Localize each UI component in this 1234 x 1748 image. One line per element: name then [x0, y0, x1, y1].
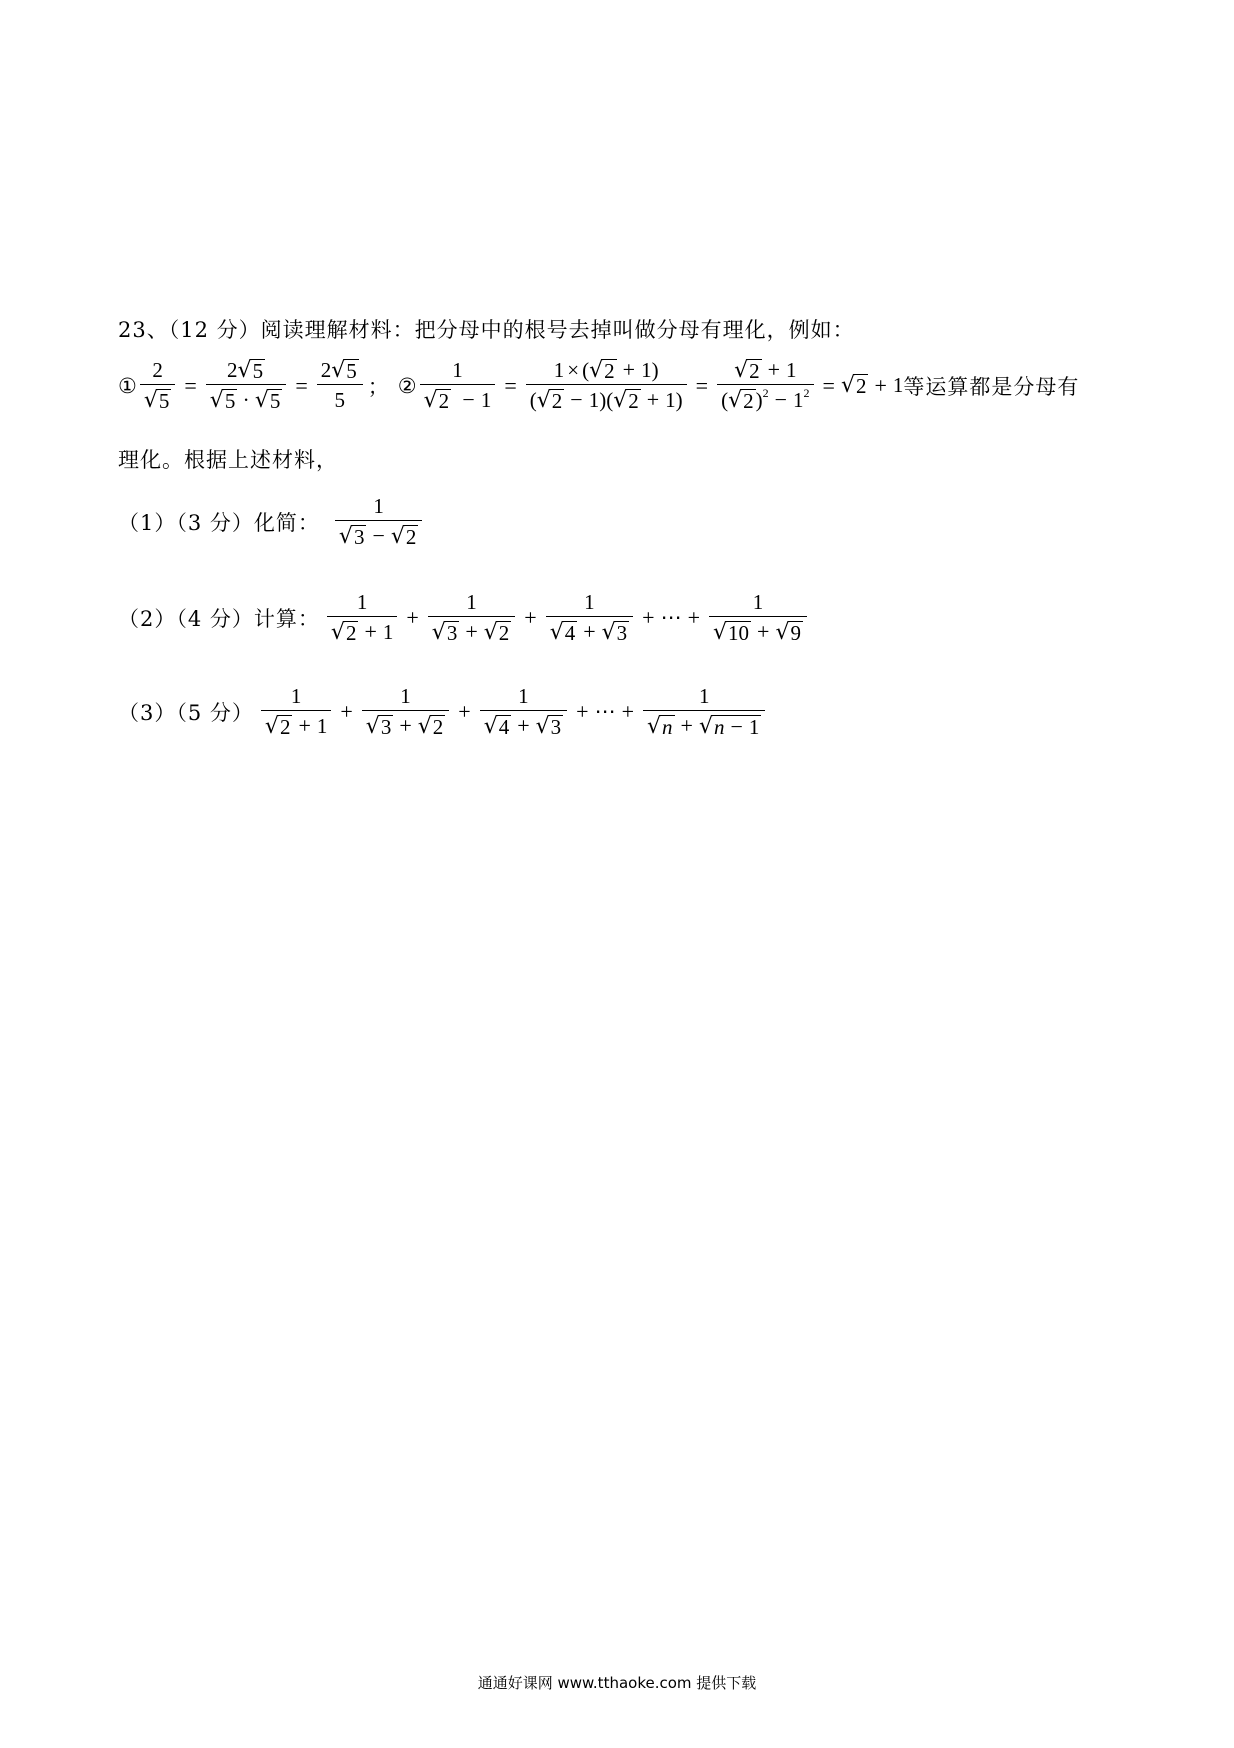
semicolon: ；: [367, 374, 390, 399]
fraction-conjugate-product: [526, 358, 687, 413]
radical-sign: √: [536, 388, 551, 413]
part-2-label: （2）（4 分）计算：: [118, 606, 320, 631]
circled-two: ②: [397, 373, 417, 398]
radical-sign: √: [734, 358, 749, 383]
sqrt-2: [484, 621, 512, 644]
minus-sign: −: [774, 387, 788, 412]
part-1-label: （1）（3 分）化简：: [118, 510, 320, 535]
coef: 2: [227, 358, 238, 382]
radicand: 3: [446, 621, 458, 645]
plus-sign: +: [622, 357, 636, 382]
sqrt-n: [647, 715, 675, 738]
exponent: 2: [762, 386, 769, 400]
sqrt-3: [536, 715, 564, 738]
denominator: [335, 521, 422, 549]
radicand: 2: [345, 621, 357, 645]
paren: ): [675, 388, 683, 412]
equals-sign: =: [184, 372, 197, 398]
plus-sign: +: [465, 619, 478, 644]
sqrt-3: [339, 525, 367, 548]
radicand: 3: [353, 525, 365, 549]
ellipsis: ⋯: [594, 699, 616, 723]
fraction-1-over-sqrt4-plus-sqrt3: [546, 590, 633, 645]
numerator: [730, 358, 800, 384]
radical-sign: √: [417, 714, 432, 739]
term: 1: [786, 358, 797, 382]
sqrt-5: [255, 389, 283, 412]
sqrt-5: [331, 359, 359, 382]
sqrt-9: [775, 621, 803, 644]
radicand: [712, 715, 761, 738]
denominator: [261, 711, 331, 739]
plus-sign: +: [298, 713, 311, 738]
question-header-text: 23、（12 分）阅读理解材料：把分母中的根号去掉叫做分母有理化，例如：: [118, 318, 855, 342]
numerator: 1: [466, 590, 477, 614]
sqrt-5: [238, 359, 266, 382]
circled-one: ①: [118, 373, 137, 398]
radicand: 2: [743, 389, 754, 413]
numerator: 1: [373, 494, 384, 518]
equals-sign: =: [295, 372, 308, 398]
radical-sign: √: [143, 388, 158, 413]
radicand: 5: [224, 389, 236, 413]
term: 1: [316, 714, 328, 738]
plus-sign: +: [340, 698, 353, 724]
radical-sign: √: [728, 388, 743, 413]
sqrt-2: [613, 389, 641, 412]
denominator: 5: [334, 388, 346, 412]
plus-sign: +: [517, 713, 530, 738]
sqrt-2: [734, 359, 762, 382]
radicand: 2: [438, 389, 450, 413]
numerator: 1: [290, 684, 302, 708]
sqrt-4: [484, 715, 512, 738]
numerator: 1: [356, 590, 368, 614]
numerator: 1: [452, 358, 463, 382]
intro-continuation-text: 理化。根据上述材料，: [118, 448, 338, 472]
minus-sign: −: [730, 714, 743, 739]
plus-sign: +: [621, 698, 635, 724]
plus-sign: +: [687, 604, 701, 630]
paren: (: [529, 388, 537, 412]
minus-sign: −: [372, 523, 385, 548]
example-tail-text: 等运算都是分母有: [903, 374, 1080, 399]
plus-sign: +: [399, 713, 412, 738]
radicand: 2: [405, 525, 417, 549]
times-sign: ×: [567, 358, 580, 382]
question-header: [118, 314, 855, 344]
plus-sign: +: [646, 387, 660, 412]
radicand: 5: [252, 359, 264, 383]
numerator: [317, 358, 363, 384]
sqrt-2: [537, 389, 565, 412]
term: 1: [382, 620, 394, 644]
radicand: 9: [790, 621, 801, 645]
radical-sign: √: [549, 620, 564, 645]
term: 1: [892, 373, 904, 397]
denominator: [420, 385, 496, 413]
paren: (: [582, 358, 590, 382]
radical-sign: √: [390, 524, 405, 549]
variable-n: n: [714, 715, 725, 739]
sqrt-4: [550, 621, 578, 644]
fraction-1-over-sqrt2-plus-1: [261, 684, 331, 739]
fraction-2sqrt5-over-5: [317, 358, 363, 413]
radical-sign: √: [423, 388, 438, 413]
plus-sign: +: [458, 698, 471, 724]
radicand: 3: [550, 715, 562, 739]
denominator: [709, 617, 807, 645]
fraction-1-over-sqrt4-plus-sqrt3: [480, 684, 567, 739]
radicand: 10: [728, 621, 750, 645]
coef: 2: [320, 358, 332, 382]
radicand: 2: [432, 715, 444, 739]
radicand: 4: [498, 715, 510, 739]
radical-sign: √: [330, 620, 345, 645]
intro-continuation: [118, 444, 338, 474]
sqrt-n-minus-1: [699, 715, 761, 738]
denominator: [643, 711, 765, 739]
radicand: 5: [269, 389, 281, 413]
term: 1: [480, 388, 492, 412]
radicand: 2: [551, 389, 563, 413]
numerator: 1: [752, 590, 764, 614]
minus-sign: −: [462, 387, 475, 412]
plus-sign: +: [583, 619, 596, 644]
part-1: [118, 494, 425, 549]
fraction-1-over-sqrt3-minus-sqrt2: [335, 494, 422, 549]
numerator: 1: [518, 684, 529, 708]
exponent: 2: [803, 386, 810, 400]
paren: ): [651, 358, 659, 382]
sqrt-3: [602, 621, 630, 644]
plus-sign: +: [757, 619, 770, 644]
paren: (: [721, 388, 729, 412]
radical-sign: √: [209, 388, 224, 413]
radical-sign: √: [775, 620, 790, 645]
ellipsis: ⋯: [660, 605, 682, 629]
dot-operator: ·: [242, 388, 250, 412]
sqrt-10: [713, 621, 751, 644]
radicand: 2: [604, 359, 615, 383]
part-2: [118, 590, 810, 645]
radicand: 3: [616, 621, 628, 645]
radical-sign: √: [601, 620, 616, 645]
sqrt-3: [432, 621, 460, 644]
radical-sign: √: [483, 620, 498, 645]
numerator: 2: [152, 358, 163, 382]
paren: ): [755, 388, 763, 412]
plus-sign: +: [642, 604, 655, 630]
radical-sign: √: [331, 358, 346, 383]
plus-sign: +: [874, 372, 887, 398]
radical-sign: √: [431, 620, 446, 645]
denominator: [480, 711, 567, 739]
numerator: 1: [400, 684, 411, 708]
radicand: 5: [346, 359, 357, 383]
radical-sign: √: [535, 714, 550, 739]
term: 1: [665, 388, 676, 412]
radicand: 5: [158, 389, 170, 413]
sqrt-2: [391, 525, 419, 548]
fraction-2sqrt5-over-sqrt5sqrt5: [206, 358, 287, 413]
radicand: 2: [628, 389, 639, 413]
radical-sign: √: [237, 358, 252, 383]
sqrt-2: [331, 621, 359, 644]
equals-sign: =: [504, 372, 517, 398]
denominator: [206, 385, 287, 413]
radicand: 2: [279, 715, 291, 739]
denominator: [362, 711, 449, 739]
plus-sign: +: [576, 698, 589, 724]
fraction-2-over-sqrt5: [140, 358, 176, 413]
plus-sign: +: [406, 604, 419, 630]
radicand: 3: [380, 715, 392, 739]
radical-sign: √: [840, 373, 855, 398]
sqrt-2: [265, 715, 293, 738]
term: 1: [793, 388, 804, 412]
radical-sign: √: [613, 388, 628, 413]
fraction-1-over-sqrt3-plus-sqrt2: [362, 684, 449, 739]
plus-sign: +: [767, 357, 781, 382]
radical-sign: √: [483, 714, 498, 739]
plus-sign: +: [364, 619, 377, 644]
radical-sign: √: [365, 714, 380, 739]
term: 1: [641, 358, 652, 382]
footer-source: 通通好课网 www.tthaoke.com 提供下载: [477, 1674, 757, 1692]
fraction-1-over-sqrt10-plus-sqrt9: [709, 590, 807, 645]
term: 1: [748, 715, 760, 739]
denominator: [428, 617, 515, 645]
fraction-1-over-sqrt3-plus-sqrt2: [428, 590, 515, 645]
radicand: 2: [498, 621, 510, 645]
sqrt-5: [210, 389, 238, 412]
radicand: n: [662, 715, 673, 739]
radical-sign: √: [254, 388, 269, 413]
sqrt-2: [841, 374, 869, 397]
paren: ): [599, 388, 607, 412]
denominator: [717, 385, 813, 413]
equals-sign: =: [695, 372, 709, 398]
radical-sign: √: [698, 714, 713, 739]
sqrt-2: [589, 359, 617, 382]
fraction-1-over-sqrt2-plus-1: [327, 590, 397, 645]
term: 1: [553, 358, 565, 382]
sqrt-2: [728, 389, 756, 412]
part-3-label: （3）（5 分）: [118, 700, 254, 725]
radicand: 2: [749, 359, 760, 383]
sqrt-2: [424, 389, 452, 412]
sqrt-2: [418, 715, 446, 738]
part-3: [118, 684, 768, 739]
numerator: [550, 358, 663, 384]
example-line: [118, 358, 1079, 413]
denominator: [526, 385, 687, 413]
equals-sign: =: [822, 372, 835, 398]
radical-sign: √: [338, 524, 353, 549]
radical-sign: √: [264, 714, 279, 739]
minus-sign: −: [570, 387, 583, 412]
radical-sign: √: [713, 620, 728, 645]
plus-sign: +: [524, 604, 537, 630]
radicand: 2: [855, 374, 867, 398]
paren: (: [606, 388, 614, 412]
numerator: 1: [584, 590, 595, 614]
fraction-1-over-sqrt2-minus-1: [420, 358, 496, 413]
radicand: 4: [564, 621, 576, 645]
sqrt-3: [366, 715, 394, 738]
sqrt-5: [144, 389, 172, 412]
term: 1: [588, 388, 600, 412]
denominator: [327, 617, 397, 645]
numerator: [223, 358, 269, 384]
fraction-difference-of-squares: [717, 358, 813, 413]
plus-sign: +: [680, 713, 693, 738]
denominator: [140, 385, 176, 413]
radical-sign: √: [647, 714, 662, 739]
denominator: [546, 617, 633, 645]
fraction-1-over-sqrtn-plus-sqrtn-minus-1: [643, 684, 765, 739]
radical-sign: √: [589, 358, 604, 383]
numerator: 1: [698, 684, 710, 708]
